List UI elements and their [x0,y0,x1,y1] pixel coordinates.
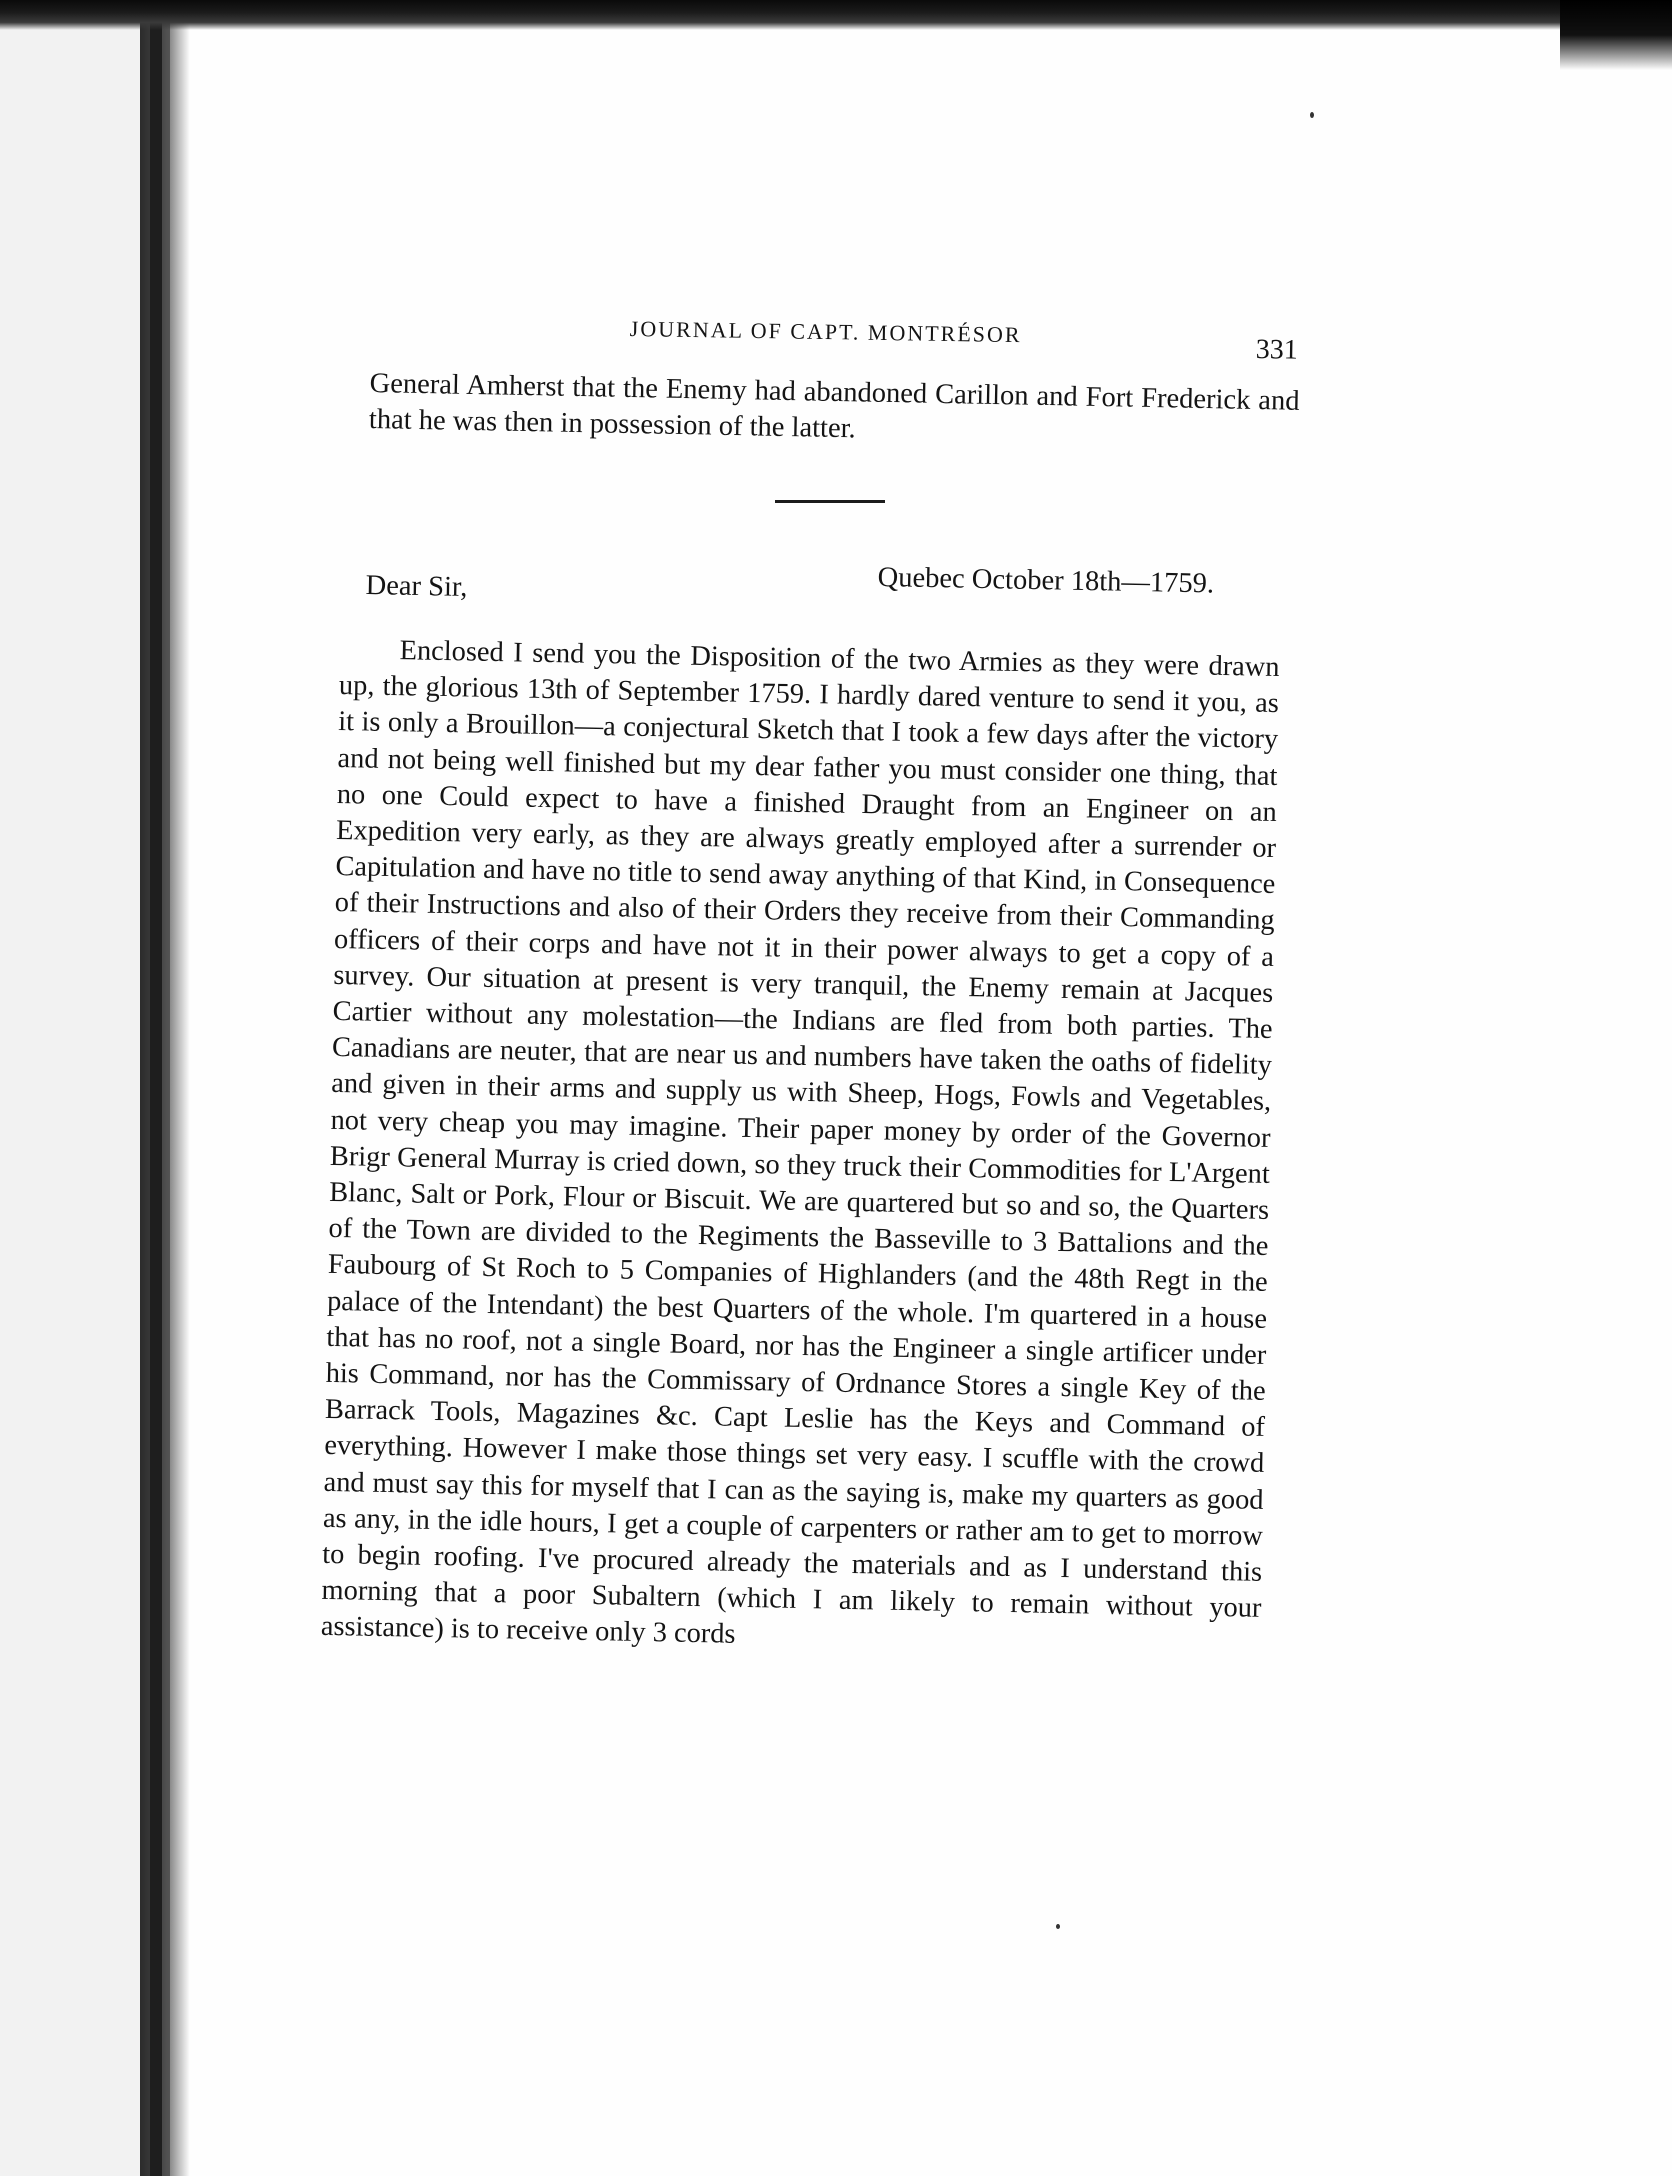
letter-body [321,632,1280,1664]
scan-speck [1056,1924,1060,1929]
top-right-scan-shadow [1560,0,1672,70]
scan-speck [1310,112,1314,118]
page-number: 331 [1255,334,1298,366]
section-divider-rule [775,500,885,503]
gutter-gradient [170,0,190,2176]
top-scan-shadow [0,0,1672,30]
letter-dateline: Quebec October 18th—1759. [877,562,1215,600]
book-gutter-line [150,0,162,2176]
carryover-text: General Amherst that the Enemy had abandoned Carillon and Fort Frederick and that he was then in possession of the latter. [368,367,1300,445]
letter-salutation: Dear Sir, [365,570,468,603]
running-head-title: JOURNAL OF CAPT. MONTRÉSOR [629,316,1022,348]
facing-page-edge [0,20,140,2176]
letter-body-paragraph: Enclosed I send you the Disposition of the two Armies as they were drawn up, the glorious 13th of September 1759. I hardly dared venture to send it you, as it is only a Brouillon—a conjectural Sketch that I took a few days after the victory and not being well finished but my dear father you must consider one thing, that no one Could expect to have a finished Draught from an Engineer on an Expedition very early, as they are always greatly employed after a surrender or Capitulation and have no title to send away anything of that Kind, in Consequence of their Instructions and also of their Orders they receive from their Commanding officers of their corps and have not it in their power always to get a copy of a survey. Our situation at present is very tranquil, the Enemy remain at Jacques Cartier without any molestation—the Indians are fled from both parties. The Canadians are neuter, that are near us and numbers have taken the oaths of fidelity and given in their arms and supply us with Sheep, Hogs, Fowls and Vegetables, not very cheap you may imagine. Their paper money by order of the Governor Brigr General Murray is cried down, so they truck their Commodities for L'Argent Blanc, Salt or Pork, Flour or Biscuit. We are quartered but so and so, the Quarters of the Town are divided to the Regiments the Basseville to 3 Battalions and the Faubourg of St Roch to 5 Companies of Highlanders (and the 48th Regt in the palace of the Intendant) the best Quarters of the whole. I'm quartered in a house that has no roof, not a single Board, nor has the Engineer a single artificer under his Command, nor has the Commissary of Ordnance Stores a single Key of the Barrack Tools, Magazines &c. Capt Leslie has the Keys and Command of everything. However I make those things set very easy. I scuffle with the crowd and must say this for myself that I can as the saying is, make my quarters as good as any, in the idle hours, I get a couple of carpenters or rather am to get to morrow to begin roofing. I've procured already the materials and as I understand this morning that a poor Subaltern (which I am likely to remain without your assistance) is to receive only 3 cords [320,635,1280,1651]
